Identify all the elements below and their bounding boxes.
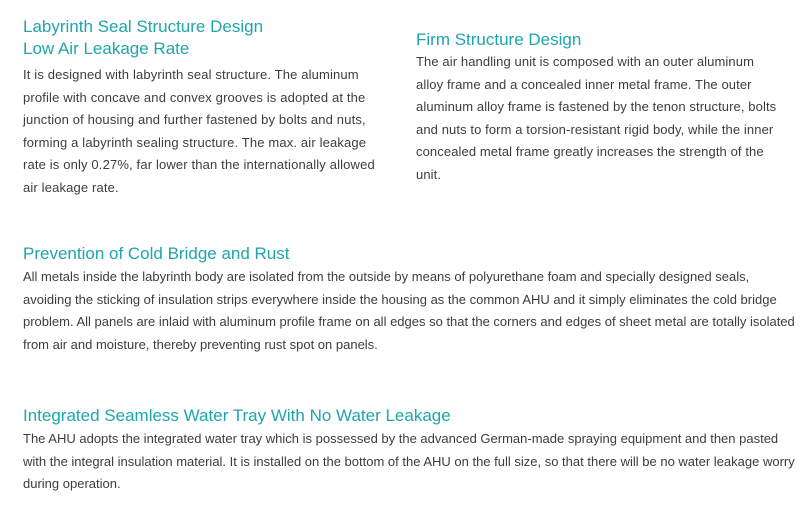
heading-line-2: Low Air Leakage Rate [23,39,190,58]
section-heading [23,243,798,265]
section-heading [416,29,778,51]
section-body: The air handling unit is composed with an outer aluminum alloy frame and a concealed inner metal frame. The outer aluminum alloy frame is fastened by the tenon structure, bolts and nuts to form a torsion-resistant rigid body, while the inner concealed metal frame greatly increases the strength of the unit. [416,54,777,182]
section-heading [23,16,375,60]
section-water-tray [23,405,798,496]
section-body: All metals inside the labyrinth body are isolated from the outside by means of polyurethane foam and specially designed seals, avoiding the sticking of insulation strips everywhere inside the housing as the common AHU and it simply eliminates the cold bridge problem. All panels are inlaid with aluminum profile frame on all edges so that the corners and edges of sheet metal are totally isolated from air and moisture, thereby preventing rust spot on panels. [23,269,795,352]
heading-line-1: Firm Structure Design [416,30,582,49]
heading-line-1: Prevention of Cold Bridge and Rust [23,244,290,263]
heading-line-1: Labyrinth Seal Structure Design [23,17,264,36]
section-body: The AHU adopts the integrated water tray which is possessed by the advanced German-made spraying equipment and then pasted with the integral insulation material. It is installed on the bottom of the AHU on the full size, so that there will be no water leakage worry during operation. [23,431,795,491]
section-labyrinth-seal [23,16,375,199]
section-heading [23,405,798,427]
heading-line-1: Integrated Seamless Water Tray With No Water Leakage [23,406,451,425]
section-cold-bridge [23,243,798,356]
section-body: It is designed with labyrinth seal structure. The aluminum profile with concave and convex grooves is adopted at the junction of housing and further fastened by bolts and nuts, forming a labyrinth sealing structure. The max. air leakage rate is only 0.27%, far lower than the internationally allowed air leakage rate. [23,67,375,195]
section-firm-structure [416,29,778,186]
